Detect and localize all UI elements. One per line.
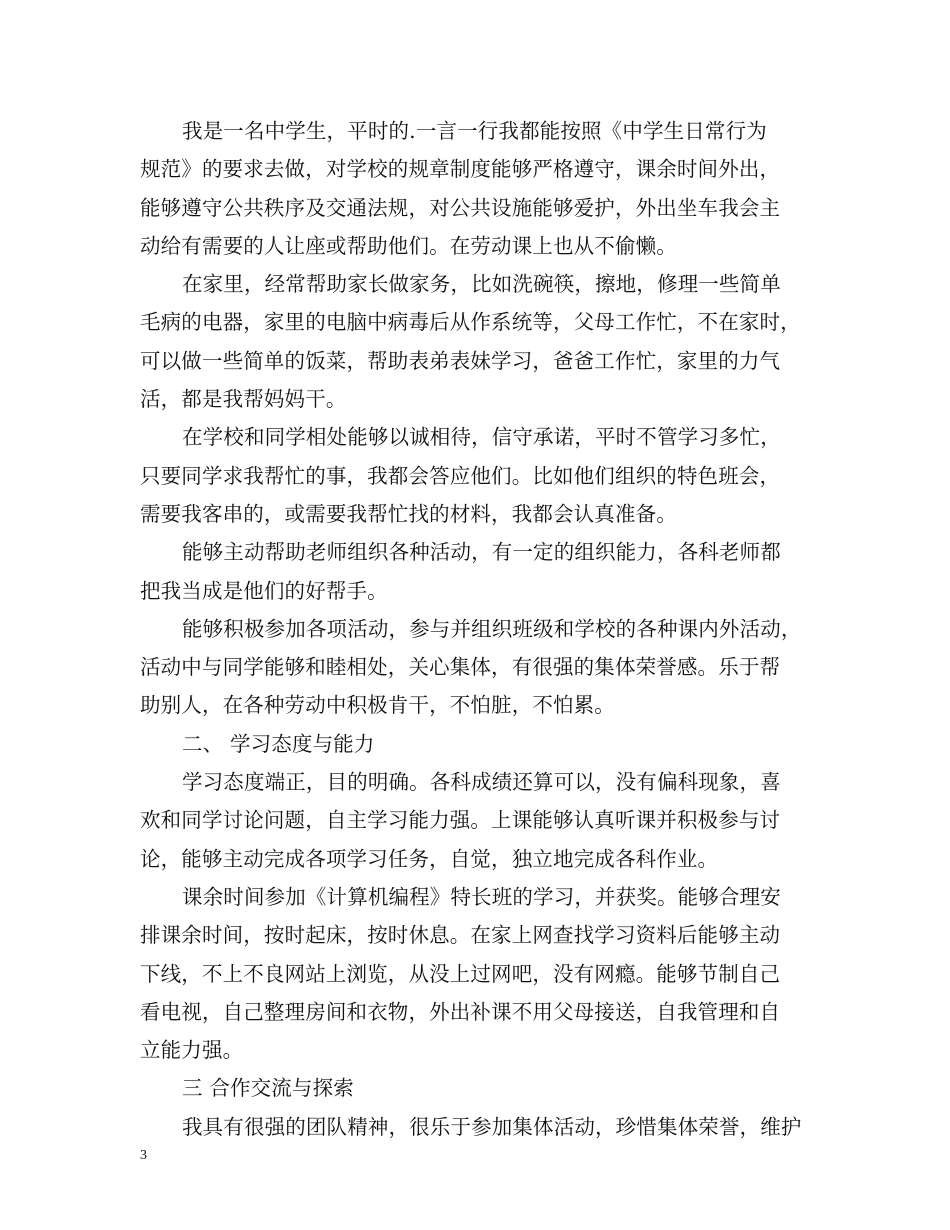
text-line: 在家里，经常帮助家长做家务，比如洗碗筷，擦地，修理一些简单 bbox=[182, 272, 781, 297]
text-line: 规范》的要求去做，对学校的规章制度能够严格遵守，课余时间外出， bbox=[140, 157, 781, 182]
text-line: 把我当成是他们的好帮手。 bbox=[140, 578, 388, 603]
text-line: 动给有需要的人让座或帮助他们。在劳动课上也从不偷懒。 bbox=[140, 233, 677, 258]
text-line: 在学校和同学相处能够以诚相待，信守承诺，平时不管学习多忙， bbox=[182, 425, 781, 450]
text-line: 能够遵守公共秩序及交通法规，对公共设施能够爱护，外出坐车我会主 bbox=[140, 195, 781, 220]
page-number: 3 bbox=[140, 1148, 147, 1163]
document-body bbox=[140, 112, 830, 1146]
text-line: 二、 学习态度与能力 bbox=[182, 731, 375, 756]
text-line: 需要我客串的，或需要我帮忙找的材料，我都会认真准备。 bbox=[140, 501, 677, 526]
text-line: 活，都是我帮妈妈干。 bbox=[140, 387, 347, 412]
text-line: 下线，不上不良网站上浏览，从没上过网吧，没有网瘾。能够节制自己 bbox=[140, 961, 781, 986]
text-line: 课余时间参加《计算机编程》特长班的学习，并获奖。能够合理安 bbox=[182, 884, 781, 909]
text-line: 排课余时间，按时起床，按时休息。在家上网查找学习资料后能够主动 bbox=[140, 923, 781, 948]
text-line: 只要同学求我帮忙的事，我都会答应他们。比如他们组织的特色班会， bbox=[140, 463, 781, 488]
text-line: 论，能够主动完成各项学习任务，自觉，独立地完成各科作业。 bbox=[140, 846, 719, 871]
text-line: 能够积极参加各项活动，参与并组织班级和学校的各种课内外活动， bbox=[182, 616, 802, 641]
text-line: 毛病的电器，家里的电脑中病毒后从作系统等，父母工作忙，不在家时， bbox=[140, 310, 801, 335]
text-line: 活动中与同学能够和睦相处，关心集体，有很强的集体荣誉感。乐于帮 bbox=[140, 655, 781, 680]
text-line: 我具有很强的团队精神，很乐于参加集体活动，珍惜集体荣誉，维护 bbox=[182, 1114, 802, 1139]
text-line: 能够主动帮助老师组织各种活动，有一定的组织能力，各科老师都 bbox=[182, 540, 781, 565]
text-line: 立能力强。 bbox=[140, 1038, 244, 1063]
text-line: 欢和同学讨论问题，自主学习能力强。上课能够认真听课并积极参与讨 bbox=[140, 808, 781, 833]
text-line: 三 合作交流与探索 bbox=[182, 1076, 354, 1101]
text-line: 学习态度端正，目的明确。各科成绩还算可以，没有偏科现象，喜 bbox=[182, 770, 781, 795]
text-line: 可以做一些简单的饭菜，帮助表弟表妹学习，爸爸工作忙，家里的力气 bbox=[140, 348, 781, 373]
text-line: 我是一名中学生，平时的.一言一行我都能按照《中学生日常行为 bbox=[182, 119, 767, 143]
text-line: 助别人，在各种劳动中积极肯干，不怕脏，不怕累。 bbox=[140, 693, 615, 718]
text-line: 看电视，自己整理房间和衣物，外出补课不用父母接送，自我管理和自 bbox=[140, 999, 781, 1024]
